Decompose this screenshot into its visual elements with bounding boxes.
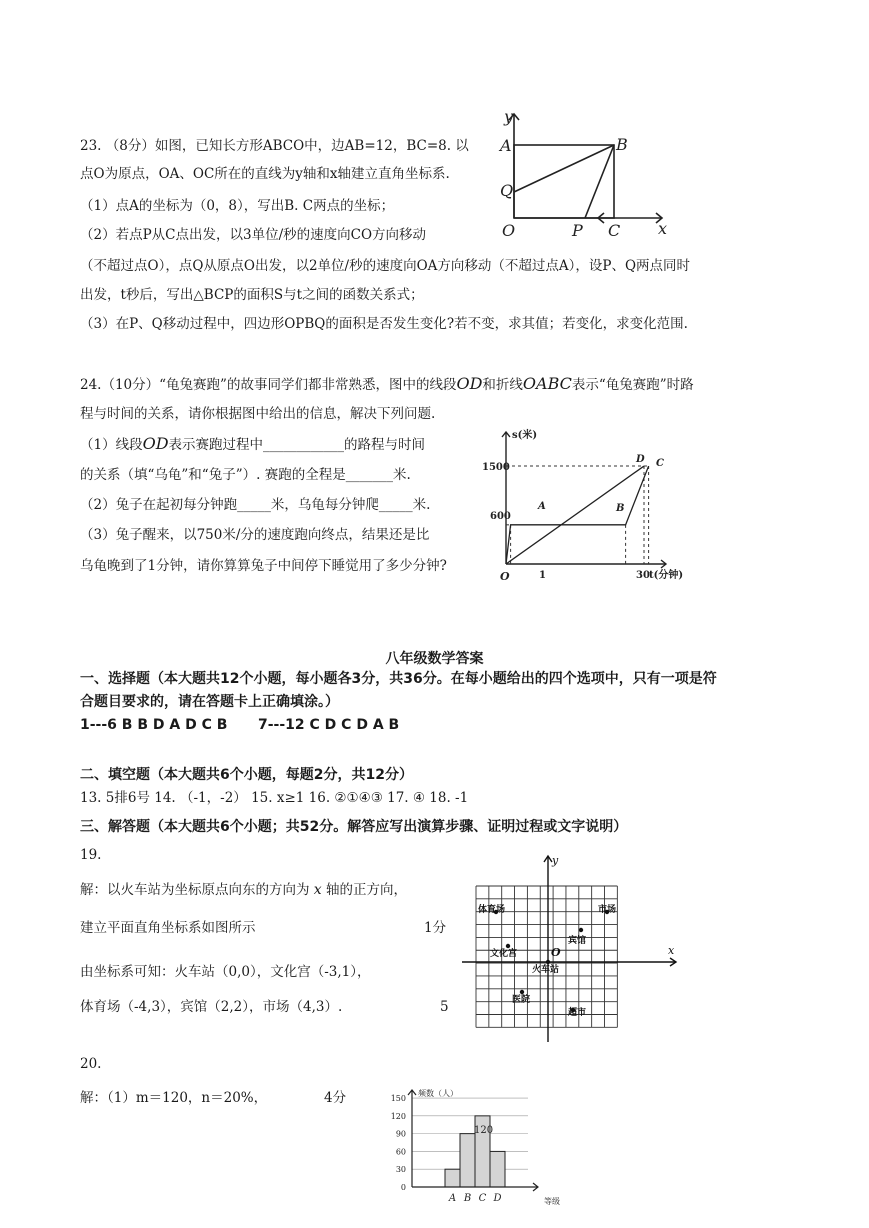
race-line-chart [482,426,706,586]
q24-line3: （1）线段OD表示赛跑过程中____________的路程与时间 [80,434,426,453]
fig-label-b: B [616,135,628,154]
race-point-c: C [656,458,664,469]
q19-points-1: 1分 [424,920,447,936]
race-tick-30: 30 [636,570,650,581]
q19-line3: 由坐标系可知：火车站（0,0），文化宫（-3,1）， [80,964,371,980]
fig-label-a: A [500,136,512,155]
grade-histogram [368,1080,588,1226]
race-point-d: D [636,454,645,465]
hist-tick-label: 120 [390,1111,406,1121]
q23-line4: （2）若点P从C点出发，以3单位/秒的速度向CO方向移动 [80,227,427,243]
fill-answers: 13. 5排6号 14. （-1，-2） 15. x≥1 16. ②①④③ 17. ④ 18. -1 [80,790,469,806]
section2-heading: 二、填空题（本大题共6个小题，每题2分，共12分） [80,767,413,783]
q24-line6: （3）兔子醒来，以750米/分的速度跑向终点，结果还是比 [80,527,430,543]
q23-line6: 出发，t秒后，写出△BCP的面积S与t之间的函数关系式； [80,287,424,303]
hist-category-label: C [478,1193,487,1204]
q24-line4: 的关系（填“乌龟”和“兔子”）. 赛跑的全程是_______米. [80,467,411,483]
grid-label-station: 火车站 [532,965,560,975]
q19-number: 19. [80,847,102,863]
race-tick-1500: 1500 [482,462,510,473]
race-point-a: A [538,501,546,512]
race-tick-600: 600 [490,511,511,522]
grid-label-x: x [668,944,675,957]
q20-number: 20. [80,1056,102,1072]
grid-label-hospital: 医院 [512,995,531,1005]
fig-label-y: y [504,107,514,126]
q23-line3: （1）点A的坐标为（0，8），写出B. C两点的坐标； [80,198,395,214]
grid-label-o: O [551,946,561,959]
q23-line1: 23. （8分）如图，已知长方形ABCO中，边AB=12，BC=8. 以 [80,138,469,154]
q24-line5: （2）兔子在起初每分钟跑_____米，乌龟每分钟爬_____米. [80,497,431,513]
q19-points-2: 5 [440,999,449,1015]
hist-category-label: B [463,1193,472,1204]
choice-answers-1: 1---6 B B D A D C B [80,717,228,733]
race-ylabel: s(米) [512,430,538,441]
fig-label-o: O [502,221,516,240]
grid-label-sports: 体育场 [478,905,506,915]
q23-rectangle-figure [490,108,680,248]
q24-line2: 程与时间的关系，请你根据图中给出的信息，解决下列问题. [80,406,436,422]
q20-line1: 解：（1）m＝120，n＝20%， [80,1090,268,1106]
race-tick-1: 1 [539,570,546,581]
q20-points: 4分 [324,1090,347,1106]
grid-label-super: 超市 [568,1008,587,1018]
q19-line2: 建立平面直角坐标系如图所示 [80,920,256,936]
hist-xlabel: 等级 [544,1197,560,1206]
q19-line1: 解：以火车站为坐标原点向东的方向为 x 轴的正方向， [80,882,407,898]
series-od [506,466,644,564]
q24-line7: 乌龟晚到了1分钟，请你算算兔子中间停下睡觉用了多少分钟? [80,558,447,574]
section3-heading: 三、解答题（本大题共6个小题；共52分。解答应写出演算步骤、证明过程或文字说明） [80,819,628,835]
grid-label-y: y [552,854,559,867]
fig-label-c: C [608,221,621,240]
section1-heading-a: 一、选择题（本大题共12个小题，每小题各3分，共36分。在每小题给出的四个选项中，只有一项是符 [80,671,717,687]
hist-ylabel: 频数（人） [418,1089,458,1098]
hist-tick-label: 0 [400,1183,406,1192]
grid-label-hotel: 宾馆 [568,936,587,946]
fig-label-q: Q [500,181,514,200]
grid-label-market: 市场 [598,905,617,915]
choice-answers-2: 7---12 C D C D A B [258,717,400,733]
race-point-b: B [616,503,625,514]
hist-category-label: A [448,1193,457,1204]
hist-bar-b [460,1134,475,1187]
city-coordinate-grid [458,850,684,1046]
hist-top-label: 120 [474,1125,494,1136]
hist-tick-label: 60 [395,1147,406,1157]
q19-line4: 体育场（-4,3），宾馆（2,2），市场（4,3）. [80,999,343,1015]
hist-bar-a [445,1169,460,1187]
section1-heading-b: 合题目要求的，请在答题卡上正确填涂。） [80,694,339,710]
hist-bar-d [490,1151,505,1187]
hist-tick-label: 90 [395,1129,406,1139]
fig-label-p: P [572,221,583,240]
q24-line1: 24.（10分）“龟兔赛跑”的故事同学们都非常熟悉，图中的线段OD和折线OABC表示“龟兔赛跑”时路 [80,374,694,393]
fig-label-x: x [658,219,668,238]
q23-line2: 点O为原点，OA、OC所在的直线为y轴和x轴建立直角坐标系. [80,166,450,182]
hist-tick-label: 150 [390,1094,406,1104]
answers-title: 八年级数学答案 [385,651,484,667]
grid-label-culture: 文化宫 [490,949,518,959]
race-xlabel: t(分钟) [649,570,684,581]
q23-line7: （3）在P、Q移动过程中，四边形OPBQ的面积是否发生变化?若不变，求其值；若变化，求变化范围. [80,316,688,332]
q23-line5: （不超过点O），点Q从原点O出发，以2单位/秒的速度向OA方向移动（不超过点A），设P、Q两点同时 [80,258,691,274]
hist-tick-label: 30 [395,1165,406,1175]
race-origin: O [500,570,510,583]
hist-category-label: D [493,1193,502,1204]
